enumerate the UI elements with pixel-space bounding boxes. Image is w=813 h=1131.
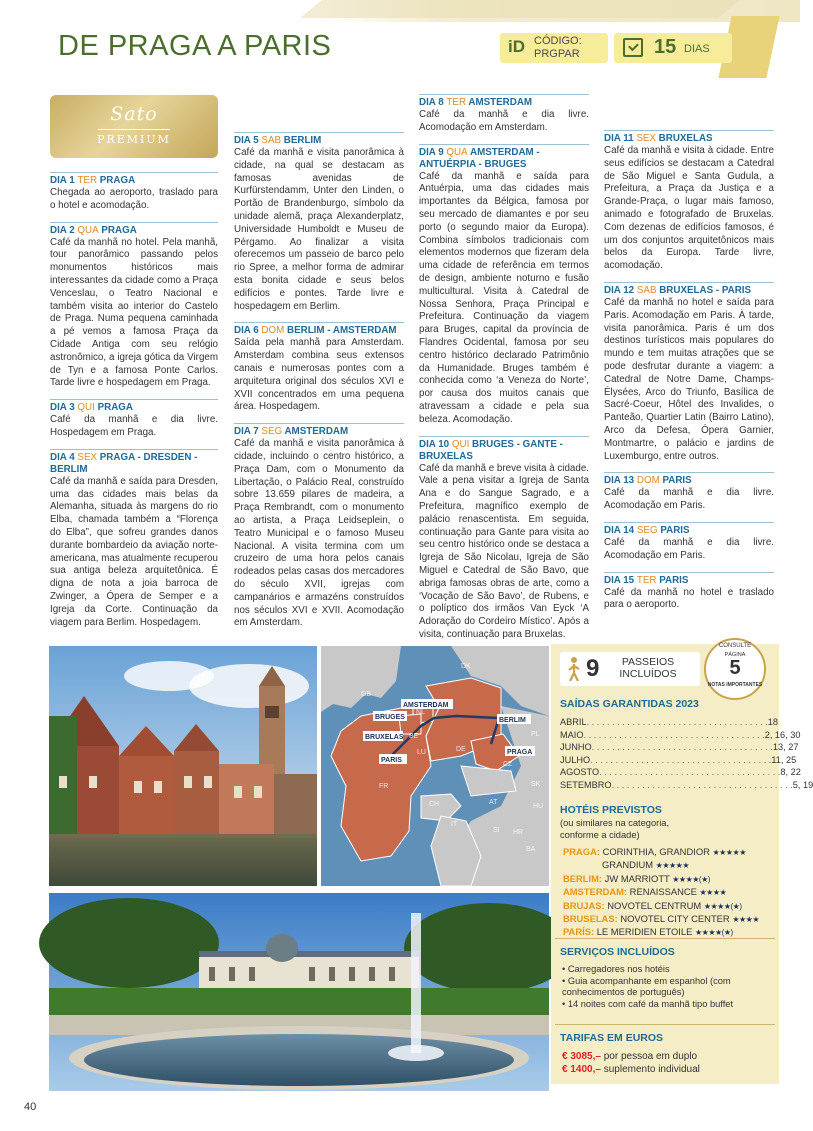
logo-subtitle: PREMIUM xyxy=(97,133,171,146)
day-heading: DIA 6 DOM BERLIM - AMSTERDAM xyxy=(234,322,404,337)
day-heading: DIA 5 SAB BERLIM xyxy=(234,132,404,147)
day-heading: DIA 12 SAB BRUXELAS - PARIS xyxy=(604,282,774,297)
svg-text:DK: DK xyxy=(461,663,471,670)
service-item: • Carregadores nos hotéis xyxy=(562,964,670,974)
day-text: Café da manhã e dia livre. Acomodação em Paris. xyxy=(604,487,774,512)
svg-text:BE: BE xyxy=(409,733,419,740)
services-list xyxy=(562,964,767,1010)
departure-row: AGOSTO . . . . . . . . . . . . . . . . . . . . . . . . . . . . . . . . . . . . 8, 22 xyxy=(560,767,801,777)
day-heading: DIA 10 QUI BRUGES - GANTE - BRUXELAS xyxy=(419,436,589,463)
service-item: • Guia acompanhante em espanhol (com conhecimentos de português) xyxy=(562,975,731,997)
day-text: Café da manhã e saída para Antuérpia, uma das cidades mais importantes da Bélgica, famosa por seu mercado de diamantes e por seu porto (o segundo maior da Europa). Combina símbolos tradicionais com elementos modernos que fizeram dela uma cidade de referência em termos de design, ambiente noturno e fusão multicultural. Visita à Catedral de Nossa Senhora, Praça Principal e Prefeitura. Continuação da viagem para Bruges, capital da província de Flandres Ocidental, famosa por seu centro histórico declarado Patrimônio da Humanidade. Bruges também é conhecida como ‘a Veneza do Norte’, por causa dos muitos canais que atravessam a cidade e pela sua beleza. Acomodação. xyxy=(419,170,589,425)
tours-count: 9 xyxy=(586,655,600,682)
day-heading: DIA 15 TER PARIS xyxy=(604,572,774,587)
page-number: 40 xyxy=(24,1101,37,1113)
hotel-row: AMSTERDAM: RENAISSANCE ★★★★ xyxy=(563,886,727,898)
svg-text:HU: HU xyxy=(533,803,544,810)
map-city-praga: PRAGA xyxy=(507,749,533,756)
departure-row: ABRIL . . . . . . . . . . . . . . . . . . . . . . . . . . . . . . . . . . . . 18 xyxy=(560,717,779,727)
badge-bottom-text: NOTAS IMPORTANTES xyxy=(707,682,763,688)
day-text: Café da manhã e visita panorâmica à cidade, na qual se destacam as famosas avenidas de Kurfürstendamm, Unter den Linden, o Portão de Brandenburgo, símbolo da unidade alemã, praça Alexanderplatz, Universidade Humboldt e Museu de Pérgamo. Ao finalizar a visita oferecemos um passeio de barco pelo rio Spree, a melhor forma de admirar esta bonita cidade e seus belos edifícios e pontes. Tarde livre e hospedagem em Berlim. xyxy=(234,147,404,312)
hotels-list xyxy=(563,846,775,940)
svg-text:SK: SK xyxy=(531,781,541,788)
hotel-row: GRANDIUM ★★★★★ xyxy=(602,859,690,871)
day-text: Café da manhã no hotel e traslado para o aeroporto. xyxy=(604,586,774,611)
day-text: Café da manhã no hotel. Pela manhã, tour panorâmico passando pelos monumentos históricos mais interessantes da cidade como a Praça Venceslau, o Teatro Nacional e também visita ao interior do Castelo de Praga. Numa pequena caminhada a pé vemos a famosa Praça da Cidade Antiga com seu relógio astronômico, a igreja gótica da Virgem de Tyn e a famosa Ponte Carlos. Tarde livre e hospedagem em Praga. xyxy=(50,236,218,389)
prices-list xyxy=(562,1050,767,1076)
page-title: DE PRAGA A PARIS xyxy=(58,30,332,62)
tours-label: PASSEIOS INCLUÍDOS xyxy=(619,656,677,680)
day-heading: DIA 7 SEG AMSTERDAM xyxy=(234,423,404,438)
departure-row: MAIO . . . . . . . . . . . . . . . . . . . . . . . . . . . . . . . . . . . . 2, 16, 30 xyxy=(560,729,801,740)
svg-text:SI: SI xyxy=(493,827,500,834)
day-text: Café da manhã e visita à cidade. Entre seus edifícios se destacam a Catedral de São Miguel e Santa Gudula, a Prefeitura, a Praça da Justiça e a Grande-Praça, o lugar mais famoso, animado e fotografado de Bruxelas. Com dezenas de edifícios famosos, é um dos conjuntos arquitetônicos mais belos da Europa. Tarde livre, acomodação. xyxy=(604,145,774,272)
svg-text:AT: AT xyxy=(489,799,498,806)
svg-text:LU: LU xyxy=(417,749,426,756)
hotel-row: BRUSELAS: NOVOTEL CITY CENTER ★★★★ xyxy=(563,913,760,925)
palace-garden-photo xyxy=(49,893,549,1091)
day-heading: DIA 8 TER AMSTERDAM xyxy=(419,94,589,109)
itinerary-column-3 xyxy=(419,94,589,651)
svg-text:IT: IT xyxy=(451,821,458,828)
badge-page-number: 5 xyxy=(729,657,741,679)
day-heading: DIA 9 QUA AMSTERDAM - ANTUÉRPIA - BRUGES xyxy=(419,144,589,171)
day-heading: DIA 13 DOM PARIS xyxy=(604,472,774,487)
day-heading: DIA 11 SEX BRUXELAS xyxy=(604,130,774,145)
code-label: CÓDIGO: xyxy=(534,35,582,47)
hotel-row: PARÍS: LE MERIDIEN ETOILE ★★★★(★) xyxy=(563,926,733,938)
map-city-amsterdam: AMSTERDAM xyxy=(403,702,449,709)
itinerary-column-2 xyxy=(234,132,404,639)
itinerary-column-1 xyxy=(50,172,218,638)
svg-text:DE: DE xyxy=(456,746,466,753)
day-text: Café da manhã e dia livre. Acomodação em Amsterdam. xyxy=(419,109,589,133)
departure-row: JUNHO . . . . . . . . . . . . . . . . . . . . . . . . . . . . . . . . . . . . 13, 27 xyxy=(560,742,799,752)
map-city-berlim: BERLIM xyxy=(499,717,526,724)
svg-text:CH: CH xyxy=(429,801,440,808)
day-text: Café da manhã no hotel e saída para Paris. Acomodação em Paris. À tarde, visita panorâmica. Paris é um dos destinos turísticos mais populares do mundo e tem muitas atrações que se pode desfrutar durante a viagem: a Catedral de Notre Dame, Champs-Élysées, Arco do Triunfo, Basílica de Sacré-Coeur, Hôtel des Invalides, o Panteão, Quartier Latin (Bairro Latino), Arco da Defesa, Ópera Garnier, Montmartre, o palácio e jardins de Luxemburgo, entre outros. xyxy=(604,296,774,462)
map-city-bruges: BRUGES xyxy=(375,714,405,721)
day-heading: DIA 1 TER PRAGA xyxy=(50,172,218,187)
day-text: Café da manhã e visita panorâmica à cidade, incluindo o centro histórico, a Praça Dam, com o Monumento da Libertação, o Palácio Real, construído sobre 13.659 pilares de madeira, a Praça Rembrandt, com o monumento ao artista, a Praça Leidseplein, o Teatro Municipal e o famoso Museu Nacional. A visita termina com um cruzeiro de uma hora pelos canais rodeados pelas casas dos mercadores do século XVII, igrejas com campanários e armazéns construídos nos séculos XVI e XVII. Acomodação em Amsterdam. xyxy=(234,438,404,629)
hotel-row: BERLIM: JW MARRIOTT ★★★★(★) xyxy=(563,872,710,884)
premium-logo xyxy=(50,95,218,158)
hotels-title: HOTÉIS PREVISTOS xyxy=(560,804,662,816)
days-number: 15 xyxy=(654,36,677,58)
days-label: DIAS xyxy=(684,43,710,55)
departures-title: SAÍDAS GARANTIDAS 2023 xyxy=(560,698,699,710)
consult-badge[interactable] xyxy=(704,638,766,700)
hotels-note: (ou similares na categoria, conforme a cidade) xyxy=(560,818,670,840)
price-row: € 1400,– suplemento individual xyxy=(562,1064,700,1075)
svg-text:HR: HR xyxy=(513,829,524,836)
day-heading: DIA 4 SEX PRAGA - DRESDEN - BERLIM xyxy=(50,449,218,476)
svg-text:NL: NL xyxy=(416,709,425,716)
tours-included-box xyxy=(560,652,700,686)
calendar-check-icon xyxy=(623,38,643,57)
bruges-canal-photo xyxy=(49,646,317,886)
departures-list xyxy=(560,716,813,791)
service-item: • 14 noites com café da manhã tipo buffet xyxy=(562,998,734,1009)
day-text: Café da manhã e breve visita à cidade. Vale a pena visitar a Igreja de Santa Ana e do Sangue Sagrado, e a Prefeitura, magnífico exemplo de palácio renascentista. Em seguida, continuação para Gante para visita ao seu centro histórico onde se destaca a Igreja de São Nicolau, Igreja de São Miguel e Catedral de São Bavo, que abriga famosas obras de arte, como a ‘Vocação de São Bavo’, de Rubens, e o políptico dos irmãos Van Eyck ‘A Adoração do Cordeiro Místico’. Após a visita, continuação para Bruxelas. xyxy=(419,462,589,640)
route-map xyxy=(321,646,549,886)
day-heading: DIA 14 SEG PARIS xyxy=(604,522,774,537)
id-icon: iD xyxy=(508,37,525,56)
svg-text:CZ: CZ xyxy=(503,761,513,768)
itinerary-column-4 xyxy=(604,130,774,621)
svg-text:FR: FR xyxy=(379,783,389,790)
prices-title: TARIFAS EM EUROS xyxy=(560,1032,664,1044)
day-text: Café da manhã e dia livre. Acomodação em Paris. xyxy=(604,536,774,561)
map-city-paris: PARIS xyxy=(381,757,402,764)
day-heading: DIA 2 QUA PRAGA xyxy=(50,222,218,237)
badge-top-text: CONSULTE xyxy=(718,643,752,649)
map-city-bruxelas: BRUXELAS xyxy=(365,734,404,741)
code-value: PRGPAR xyxy=(534,48,580,60)
day-text: Chegada ao aeroporto, traslado para o hotel e acomodação. xyxy=(50,187,218,211)
svg-text:PL: PL xyxy=(531,731,540,738)
day-heading: DIA 3 QUI PRAGA xyxy=(50,399,218,414)
header-decoration-band xyxy=(300,0,740,18)
tour-code-box xyxy=(500,33,608,63)
hotel-row: BRUJAS: NOVOTEL CENTRUM ★★★★(★) xyxy=(563,899,742,911)
svg-text:BA: BA xyxy=(526,846,536,853)
price-row: € 3085,– por pessoa em duplo xyxy=(562,1051,698,1062)
services-title: SERVIÇOS INCLUÍDOS xyxy=(560,946,675,958)
svg-text:GB: GB xyxy=(361,691,372,698)
badge-page-label: PÁGINA xyxy=(724,652,746,658)
days-box xyxy=(614,33,732,63)
departure-row: JULHO . . . . . . . . . . . . . . . . . . . . . . . . . . . . . . . . . . . . 11, 25 xyxy=(560,754,797,765)
hotel-row: PRAGA: CORINTHIA, GRANDIOR ★★★★★ xyxy=(563,846,746,857)
day-text: Café da manhã e dia livre. Hospedagem em Praga. xyxy=(50,414,218,438)
day-text: Saída pela manhã para Amsterdam. Amsterdam combina seus extensos canais e numerosas pontes com a arquitetura original dos séculos XVI e XVII concentrados em uma pequena área. Hospedagem. xyxy=(234,337,404,413)
walking-person-icon xyxy=(566,656,582,682)
departure-row: SETEMBRO . . . . . . . . . . . . . . . . . . . . . . . . . . . . . . . . . . . . 5, 19 xyxy=(560,779,813,790)
day-text: Café da manhã e saída para Dresden, uma das cidades mais belas da Alemanha, situada às margens do rio Elba, chamada também a “Florença do Elba”, que sofreu grandes danos durante bombardeio da aviação norte-americana, mas atualmente recuperou sua antiga beleza arquitetônica. É digna de nota a joia barroca de Zwinger, a Ópera de Semper e a Igreja da Corte. Continuação da viagem para Berlim. Hospedagem. xyxy=(50,475,218,628)
logo-signature: Sato xyxy=(110,103,158,125)
